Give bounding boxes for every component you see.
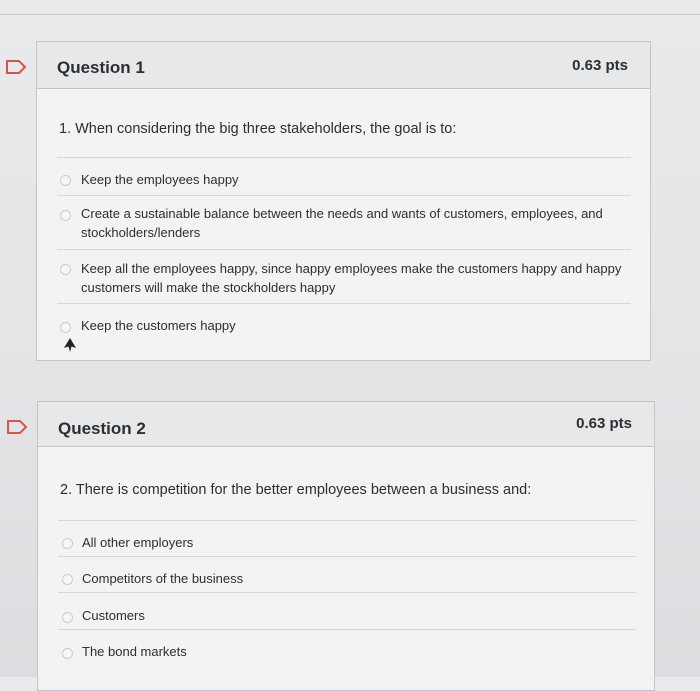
answer-option[interactable]: Keep the employees happy [81, 172, 239, 187]
flag-question-icon[interactable] [6, 419, 28, 435]
radio-button-icon[interactable] [62, 538, 73, 549]
question-points: 0.63 pts [572, 57, 628, 74]
answer-option[interactable]: Keep the customers happy [81, 318, 236, 333]
question-points: 0.63 pts [576, 415, 632, 432]
radio-button-icon[interactable] [60, 264, 71, 275]
divider [58, 592, 636, 593]
question-text: 1. When considering the big three stakeholders, the goal is to: [59, 121, 457, 137]
radio-button-icon[interactable] [60, 175, 71, 186]
radio-button-icon[interactable] [62, 574, 73, 585]
divider [57, 157, 631, 158]
divider [58, 629, 636, 630]
divider [57, 249, 631, 250]
radio-button-icon[interactable] [62, 612, 73, 623]
radio-button-icon[interactable] [60, 322, 71, 333]
question-header [37, 42, 650, 89]
divider [58, 520, 636, 521]
question-title: Question 1 [57, 58, 145, 77]
flag-question-icon[interactable] [5, 59, 27, 75]
radio-button-icon[interactable] [60, 210, 71, 221]
divider [57, 303, 631, 304]
answer-option[interactable]: Keep all the employees happy, since happy employees make the customers happy and happy customers will make the stockholders happy [81, 261, 622, 295]
mouse-cursor-icon [63, 337, 77, 353]
question-card-1 [36, 41, 651, 361]
divider [57, 195, 631, 196]
answer-option[interactable]: Customers [82, 608, 145, 623]
answer-option[interactable]: All other employers [82, 535, 194, 550]
page-divider [0, 14, 700, 15]
question-header [38, 402, 654, 447]
question-card-2 [37, 401, 655, 691]
answer-option[interactable]: Create a sustainable balance between the needs and wants of customers, employees, and stockholders/lenders [81, 206, 603, 240]
radio-button-icon[interactable] [62, 648, 73, 659]
question-text: 2. There is competition for the better employees between a business and: [60, 482, 532, 498]
question-title: Question 2 [58, 419, 146, 438]
divider [58, 556, 636, 557]
answer-option[interactable]: The bond markets [82, 644, 187, 659]
answer-option[interactable]: Competitors of the business [82, 571, 244, 586]
